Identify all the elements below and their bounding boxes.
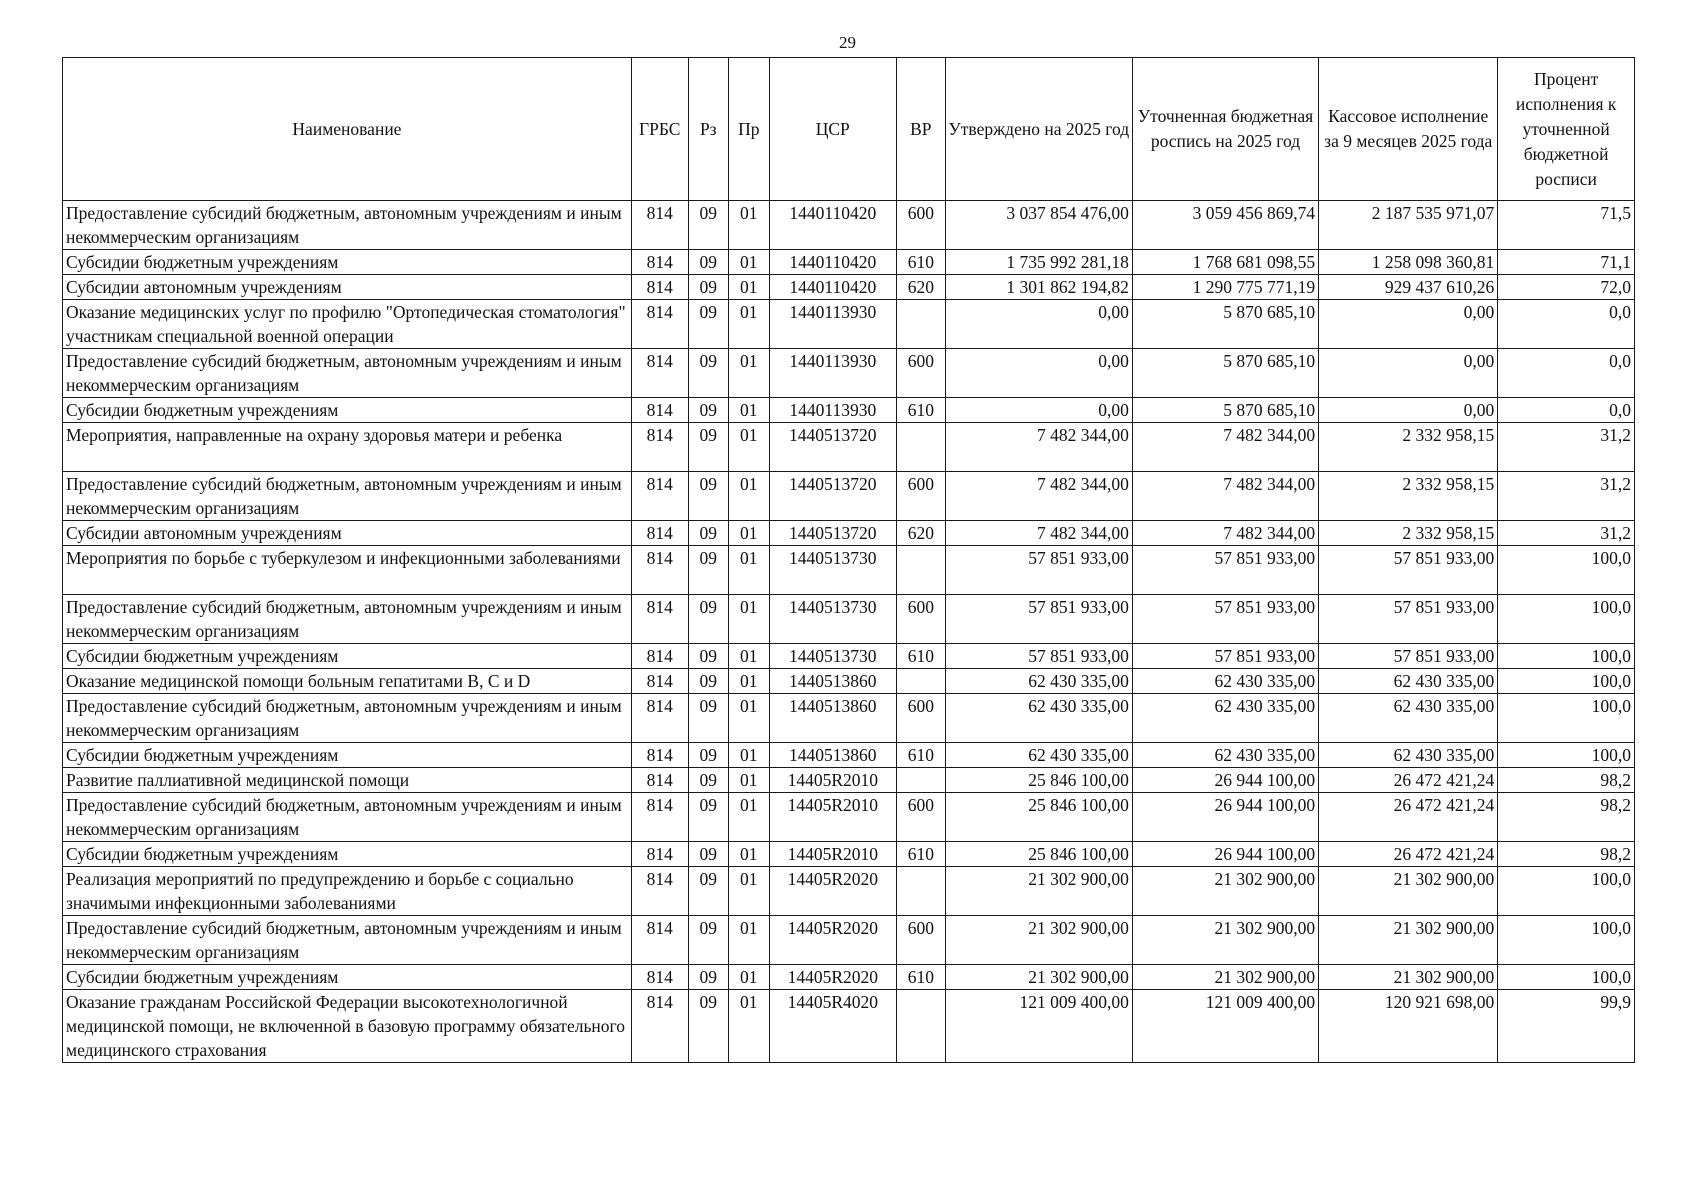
table-row	[63, 768, 1635, 793]
cell-vr: 610	[897, 398, 946, 423]
cell-csr: 14405R2010	[769, 842, 897, 867]
cell-executed: 0,00	[1319, 300, 1498, 349]
cell-pr: 01	[729, 595, 769, 644]
cell-percent: 72,0	[1498, 275, 1635, 300]
cell-vr	[897, 546, 946, 595]
cell-csr: 1440110420	[769, 275, 897, 300]
cell-grbs: 814	[631, 669, 688, 694]
cell-approved: 1 301 862 194,82	[945, 275, 1132, 300]
cell-revised: 57 851 933,00	[1132, 595, 1318, 644]
cell-executed: 2 332 958,15	[1319, 472, 1498, 521]
cell-executed: 2 187 535 971,07	[1319, 201, 1498, 250]
cell-csr: 14405R2020	[769, 916, 897, 965]
cell-name: Оказание медицинской помощи больным гепатитами В, С и D	[63, 669, 632, 694]
cell-grbs: 814	[631, 472, 688, 521]
cell-approved: 7 482 344,00	[945, 423, 1132, 472]
cell-pr: 01	[729, 644, 769, 669]
cell-revised: 1 290 775 771,19	[1132, 275, 1318, 300]
cell-csr: 1440110420	[769, 250, 897, 275]
cell-executed: 57 851 933,00	[1319, 546, 1498, 595]
cell-csr: 1440513860	[769, 669, 897, 694]
cell-approved: 0,00	[945, 398, 1132, 423]
cell-grbs: 814	[631, 546, 688, 595]
cell-name: Субсидии бюджетным учреждениям	[63, 743, 632, 768]
cell-pr: 01	[729, 275, 769, 300]
cell-vr	[897, 669, 946, 694]
table-row	[63, 398, 1635, 423]
cell-percent: 0,0	[1498, 349, 1635, 398]
cell-grbs: 814	[631, 595, 688, 644]
cell-approved: 21 302 900,00	[945, 965, 1132, 990]
cell-name: Мероприятия по борьбе с туберкулезом и инфекционными заболеваниями	[63, 546, 632, 595]
cell-approved: 21 302 900,00	[945, 916, 1132, 965]
cell-approved: 0,00	[945, 349, 1132, 398]
cell-csr: 1440513720	[769, 472, 897, 521]
cell-executed: 62 430 335,00	[1319, 669, 1498, 694]
cell-name: Субсидии бюджетным учреждениям	[63, 250, 632, 275]
cell-approved: 57 851 933,00	[945, 546, 1132, 595]
cell-vr: 600	[897, 793, 946, 842]
cell-revised: 121 009 400,00	[1132, 990, 1318, 1063]
cell-approved: 21 302 900,00	[945, 867, 1132, 916]
cell-csr: 14405R2020	[769, 867, 897, 916]
cell-approved: 25 846 100,00	[945, 768, 1132, 793]
cell-pr: 01	[729, 423, 769, 472]
cell-vr: 620	[897, 521, 946, 546]
cell-vr	[897, 423, 946, 472]
cell-csr: 1440113930	[769, 398, 897, 423]
cell-name: Субсидии бюджетным учреждениям	[63, 965, 632, 990]
cell-vr: 610	[897, 743, 946, 768]
table-row	[63, 990, 1635, 1063]
cell-grbs: 814	[631, 916, 688, 965]
cell-executed: 62 430 335,00	[1319, 694, 1498, 743]
header-row	[63, 58, 1635, 201]
cell-rz: 09	[688, 644, 728, 669]
cell-executed: 21 302 900,00	[1319, 916, 1498, 965]
cell-rz: 09	[688, 201, 728, 250]
cell-pr: 01	[729, 250, 769, 275]
cell-pr: 01	[729, 669, 769, 694]
cell-approved: 62 430 335,00	[945, 743, 1132, 768]
cell-percent: 31,2	[1498, 521, 1635, 546]
cell-approved: 7 482 344,00	[945, 472, 1132, 521]
cell-name: Развитие паллиативной медицинской помощи	[63, 768, 632, 793]
cell-grbs: 814	[631, 768, 688, 793]
table-row	[63, 275, 1635, 300]
cell-revised: 62 430 335,00	[1132, 694, 1318, 743]
cell-vr: 600	[897, 916, 946, 965]
cell-percent: 99,9	[1498, 990, 1635, 1063]
cell-revised: 3 059 456 869,74	[1132, 201, 1318, 250]
cell-percent: 100,0	[1498, 669, 1635, 694]
cell-approved: 62 430 335,00	[945, 694, 1132, 743]
header-approved: Утверждено на 2025 год	[945, 58, 1132, 201]
cell-rz: 09	[688, 250, 728, 275]
table-body	[63, 201, 1635, 1063]
cell-rz: 09	[688, 521, 728, 546]
cell-revised: 26 944 100,00	[1132, 793, 1318, 842]
header-name: Наименование	[63, 58, 632, 201]
cell-pr: 01	[729, 349, 769, 398]
cell-percent: 0,0	[1498, 300, 1635, 349]
cell-executed: 62 430 335,00	[1319, 743, 1498, 768]
cell-executed: 120 921 698,00	[1319, 990, 1498, 1063]
cell-csr: 1440513720	[769, 423, 897, 472]
cell-csr: 1440513730	[769, 546, 897, 595]
cell-executed: 57 851 933,00	[1319, 644, 1498, 669]
cell-rz: 09	[688, 965, 728, 990]
cell-csr: 1440513730	[769, 595, 897, 644]
header-grbs: ГРБС	[631, 58, 688, 201]
cell-revised: 26 944 100,00	[1132, 842, 1318, 867]
cell-rz: 09	[688, 694, 728, 743]
cell-percent: 98,2	[1498, 842, 1635, 867]
cell-rz: 09	[688, 546, 728, 595]
cell-csr: 1440513720	[769, 521, 897, 546]
cell-revised: 21 302 900,00	[1132, 965, 1318, 990]
cell-rz: 09	[688, 793, 728, 842]
cell-pr: 01	[729, 867, 769, 916]
cell-name: Субсидии автономным учреждениям	[63, 521, 632, 546]
table-row	[63, 842, 1635, 867]
cell-pr: 01	[729, 990, 769, 1063]
cell-csr: 1440513860	[769, 694, 897, 743]
cell-percent: 100,0	[1498, 743, 1635, 768]
cell-grbs: 814	[631, 275, 688, 300]
cell-percent: 31,2	[1498, 472, 1635, 521]
cell-revised: 21 302 900,00	[1132, 916, 1318, 965]
cell-pr: 01	[729, 743, 769, 768]
table-row	[63, 743, 1635, 768]
table-header	[63, 58, 1635, 201]
cell-name: Мероприятия, направленные на охрану здоровья матери и ребенка	[63, 423, 632, 472]
table-row	[63, 916, 1635, 965]
table-row	[63, 546, 1635, 595]
cell-grbs: 814	[631, 521, 688, 546]
cell-rz: 09	[688, 423, 728, 472]
cell-percent: 100,0	[1498, 916, 1635, 965]
cell-grbs: 814	[631, 743, 688, 768]
table-row	[63, 349, 1635, 398]
cell-grbs: 814	[631, 250, 688, 275]
table-row	[63, 300, 1635, 349]
cell-approved: 57 851 933,00	[945, 595, 1132, 644]
cell-percent: 98,2	[1498, 768, 1635, 793]
cell-percent: 98,2	[1498, 793, 1635, 842]
cell-name: Предоставление субсидий бюджетным, автономным учреждениям и иным некоммерческим организациям	[63, 694, 632, 743]
cell-executed: 2 332 958,15	[1319, 423, 1498, 472]
cell-csr: 1440113930	[769, 300, 897, 349]
cell-pr: 01	[729, 472, 769, 521]
cell-percent: 100,0	[1498, 595, 1635, 644]
cell-grbs: 814	[631, 349, 688, 398]
cell-revised: 7 482 344,00	[1132, 521, 1318, 546]
cell-pr: 01	[729, 300, 769, 349]
cell-percent: 71,5	[1498, 201, 1635, 250]
cell-rz: 09	[688, 300, 728, 349]
cell-vr	[897, 867, 946, 916]
cell-percent: 71,1	[1498, 250, 1635, 275]
cell-rz: 09	[688, 275, 728, 300]
cell-csr: 14405R2010	[769, 793, 897, 842]
table-row	[63, 521, 1635, 546]
cell-vr	[897, 990, 946, 1063]
cell-executed: 2 332 958,15	[1319, 521, 1498, 546]
cell-vr: 600	[897, 201, 946, 250]
cell-executed: 21 302 900,00	[1319, 867, 1498, 916]
budget-table	[62, 57, 1635, 1063]
cell-name: Предоставление субсидий бюджетным, автономным учреждениям и иным некоммерческим организациям	[63, 472, 632, 521]
cell-vr: 610	[897, 842, 946, 867]
cell-rz: 09	[688, 842, 728, 867]
cell-percent: 100,0	[1498, 867, 1635, 916]
cell-grbs: 814	[631, 694, 688, 743]
cell-revised: 5 870 685,10	[1132, 398, 1318, 423]
cell-name: Предоставление субсидий бюджетным, автономным учреждениям и иным некоммерческим организациям	[63, 349, 632, 398]
cell-revised: 62 430 335,00	[1132, 743, 1318, 768]
cell-vr: 600	[897, 472, 946, 521]
cell-rz: 09	[688, 768, 728, 793]
cell-grbs: 814	[631, 867, 688, 916]
cell-approved: 7 482 344,00	[945, 521, 1132, 546]
cell-percent: 100,0	[1498, 644, 1635, 669]
cell-executed: 26 472 421,24	[1319, 768, 1498, 793]
table-row	[63, 595, 1635, 644]
cell-rz: 09	[688, 398, 728, 423]
cell-pr: 01	[729, 201, 769, 250]
cell-executed: 0,00	[1319, 398, 1498, 423]
cell-rz: 09	[688, 867, 728, 916]
cell-pr: 01	[729, 694, 769, 743]
cell-name: Предоставление субсидий бюджетным, автономным учреждениям и иным некоммерческим организациям	[63, 201, 632, 250]
cell-approved: 25 846 100,00	[945, 793, 1132, 842]
cell-pr: 01	[729, 398, 769, 423]
cell-percent: 100,0	[1498, 694, 1635, 743]
header-pr: Пр	[729, 58, 769, 201]
cell-grbs: 814	[631, 300, 688, 349]
cell-revised: 1 768 681 098,55	[1132, 250, 1318, 275]
cell-revised: 57 851 933,00	[1132, 644, 1318, 669]
cell-grbs: 814	[631, 990, 688, 1063]
cell-revised: 21 302 900,00	[1132, 867, 1318, 916]
cell-revised: 7 482 344,00	[1132, 423, 1318, 472]
cell-grbs: 814	[631, 201, 688, 250]
cell-vr: 620	[897, 275, 946, 300]
cell-percent: 100,0	[1498, 965, 1635, 990]
cell-percent: 31,2	[1498, 423, 1635, 472]
cell-rz: 09	[688, 472, 728, 521]
cell-executed: 929 437 610,26	[1319, 275, 1498, 300]
cell-percent: 100,0	[1498, 546, 1635, 595]
table-row	[63, 644, 1635, 669]
cell-name: Субсидии бюджетным учреждениям	[63, 644, 632, 669]
cell-approved: 3 037 854 476,00	[945, 201, 1132, 250]
cell-executed: 57 851 933,00	[1319, 595, 1498, 644]
cell-executed: 26 472 421,24	[1319, 793, 1498, 842]
header-rz: Рз	[688, 58, 728, 201]
cell-rz: 09	[688, 990, 728, 1063]
cell-grbs: 814	[631, 398, 688, 423]
cell-csr: 14405R2020	[769, 965, 897, 990]
cell-grbs: 814	[631, 644, 688, 669]
cell-revised: 7 482 344,00	[1132, 472, 1318, 521]
table-row	[63, 472, 1635, 521]
cell-name: Оказание гражданам Российской Федерации высокотехнологичной медицинской помощи, не включенной в базовую программу обязательного медицинского страхования	[63, 990, 632, 1063]
cell-revised: 26 944 100,00	[1132, 768, 1318, 793]
cell-rz: 09	[688, 595, 728, 644]
cell-rz: 09	[688, 669, 728, 694]
cell-rz: 09	[688, 349, 728, 398]
cell-approved: 0,00	[945, 300, 1132, 349]
header-csr: ЦСР	[769, 58, 897, 201]
table-row	[63, 965, 1635, 990]
table-row	[63, 793, 1635, 842]
cell-pr: 01	[729, 842, 769, 867]
cell-vr: 600	[897, 349, 946, 398]
cell-approved: 57 851 933,00	[945, 644, 1132, 669]
header-percent: Процент исполнения к уточненной бюджетной росписи	[1498, 58, 1635, 201]
cell-name: Субсидии бюджетным учреждениям	[63, 842, 632, 867]
cell-executed: 0,00	[1319, 349, 1498, 398]
cell-vr: 600	[897, 595, 946, 644]
cell-approved: 1 735 992 281,18	[945, 250, 1132, 275]
cell-csr: 1440513730	[769, 644, 897, 669]
cell-csr: 14405R4020	[769, 990, 897, 1063]
table-row	[63, 250, 1635, 275]
cell-grbs: 814	[631, 965, 688, 990]
cell-pr: 01	[729, 916, 769, 965]
cell-executed: 1 258 098 360,81	[1319, 250, 1498, 275]
table-row	[63, 694, 1635, 743]
cell-grbs: 814	[631, 423, 688, 472]
cell-csr: 1440513860	[769, 743, 897, 768]
cell-csr: 1440113930	[769, 349, 897, 398]
cell-name: Реализация мероприятий по предупреждению и борьбе с социально значимыми инфекционными заболеваниями	[63, 867, 632, 916]
cell-executed: 26 472 421,24	[1319, 842, 1498, 867]
cell-approved: 121 009 400,00	[945, 990, 1132, 1063]
cell-vr: 610	[897, 644, 946, 669]
cell-pr: 01	[729, 521, 769, 546]
cell-rz: 09	[688, 916, 728, 965]
cell-approved: 25 846 100,00	[945, 842, 1132, 867]
cell-name: Предоставление субсидий бюджетным, автономным учреждениям и иным некоммерческим организациям	[63, 916, 632, 965]
table-row	[63, 669, 1635, 694]
cell-csr: 1440110420	[769, 201, 897, 250]
header-revised: Уточненная бюджетная роспись на 2025 год	[1132, 58, 1318, 201]
cell-revised: 5 870 685,10	[1132, 349, 1318, 398]
table-row	[63, 201, 1635, 250]
cell-vr: 610	[897, 965, 946, 990]
cell-grbs: 814	[631, 793, 688, 842]
cell-pr: 01	[729, 768, 769, 793]
cell-vr: 610	[897, 250, 946, 275]
cell-grbs: 814	[631, 842, 688, 867]
header-vr: ВР	[897, 58, 946, 201]
cell-executed: 21 302 900,00	[1319, 965, 1498, 990]
cell-pr: 01	[729, 793, 769, 842]
cell-vr	[897, 768, 946, 793]
cell-pr: 01	[729, 965, 769, 990]
cell-approved: 62 430 335,00	[945, 669, 1132, 694]
cell-name: Предоставление субсидий бюджетным, автономным учреждениям и иным некоммерческим организациям	[63, 595, 632, 644]
cell-pr: 01	[729, 546, 769, 595]
cell-vr	[897, 300, 946, 349]
cell-rz: 09	[688, 743, 728, 768]
cell-revised: 62 430 335,00	[1132, 669, 1318, 694]
cell-revised: 5 870 685,10	[1132, 300, 1318, 349]
page-number: 29	[839, 33, 856, 52]
table-row	[63, 423, 1635, 472]
cell-name: Субсидии бюджетным учреждениям	[63, 398, 632, 423]
cell-csr: 14405R2010	[769, 768, 897, 793]
cell-vr: 600	[897, 694, 946, 743]
cell-name: Оказание медицинских услуг по профилю "Ортопедическая стоматология" участникам специальной военной операции	[63, 300, 632, 349]
table-row	[63, 867, 1635, 916]
cell-name: Субсидии автономным учреждениям	[63, 275, 632, 300]
cell-name: Предоставление субсидий бюджетным, автономным учреждениям и иным некоммерческим организациям	[63, 793, 632, 842]
header-executed: Кассовое исполнение за 9 месяцев 2025 года	[1319, 58, 1498, 201]
cell-percent: 0,0	[1498, 398, 1635, 423]
cell-revised: 57 851 933,00	[1132, 546, 1318, 595]
